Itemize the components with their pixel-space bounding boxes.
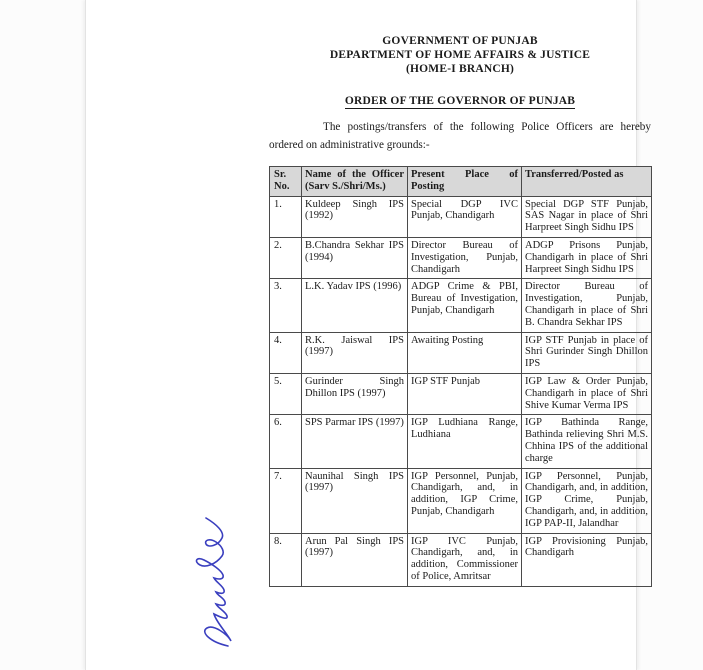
cell-officer-name: R.K. Jaiswal IPS (1997) [302, 332, 408, 373]
cell-transferred: IGP Law & Order Punjab, Chandigarh in place of Shri Shive Kumar Verma IPS [522, 373, 652, 414]
scanned-page [85, 0, 651, 670]
cell-transferred: IGP STF Punjab in place of Shri Gurinder Singh Dhillon IPS [522, 332, 652, 373]
cell-transferred: IGP Provisioning Punjab, Chandigarh [522, 533, 652, 586]
cell-officer-name: Naunihal Singh IPS (1997) [302, 468, 408, 533]
table-row [270, 468, 652, 533]
cell-officer-name: Arun Pal Singh IPS (1997) [302, 533, 408, 586]
letterhead [269, 34, 651, 76]
intro-paragraph: The postings/transfers of the following Police Officers are hereby ordered on administrative grounds:- [269, 121, 651, 151]
cell-transferred: ADGP Prisons Punjab, Chandigarh in place of Shri Harpreet Singh Sidhu IPS [522, 237, 652, 278]
transfer-orders-table [269, 166, 652, 587]
cell-sr-no: 2. [270, 237, 302, 278]
cell-officer-name: Gurinder Singh Dhillon IPS (1997) [302, 373, 408, 414]
table-header-row [270, 167, 652, 197]
cell-present-posting: IGP STF Punjab [408, 373, 522, 414]
cell-transferred: Director Bureau of Investigation, Punjab, Chandigarh in place of Shri B. Chandra Sekhar IPS [522, 279, 652, 332]
cell-sr-no: 7. [270, 468, 302, 533]
cell-sr-no: 5. [270, 373, 302, 414]
header-cell-transferred: Transferred/Posted as [522, 167, 652, 197]
cell-present-posting: ADGP Crime & PBI, Bureau of Investigation, Punjab, Chandigarh [408, 279, 522, 332]
letterhead-line-branch: (HOME-I BRANCH) [405, 63, 515, 75]
header-cell-officer-name: Name of the Officer (Sarv S./Shri/Ms.) [302, 167, 408, 197]
cell-present-posting: IGP Ludhiana Range, Ludhiana [408, 415, 522, 468]
order-title: ORDER OF THE GOVERNOR OF PUNJAB [344, 95, 576, 107]
letterhead-line-government: GOVERNMENT OF PUNJAB [382, 35, 538, 47]
cell-sr-no: 4. [270, 332, 302, 373]
cell-present-posting: Awaiting Posting [408, 332, 522, 373]
table-row [270, 332, 652, 373]
cell-sr-no: 8. [270, 533, 302, 586]
cell-present-posting: IGP Personnel, Punjab, Chandigarh, and, in addition, IGP Crime, Punjab, Chandigarh [408, 468, 522, 533]
cell-transferred: IGP Bathinda Range, Bathinda relieving Shri M.S. Chhina IPS of the additional charge [522, 415, 652, 468]
cell-transferred: IGP Personnel, Punjab, Chandigarh, and, in addition, IGP Crime, Punjab, Chandigarh, and, in addition, IGP PAP-II, Jalandhar [522, 468, 652, 533]
table-row [270, 279, 652, 332]
table-row [270, 533, 652, 586]
cell-present-posting: IGP IVC Punjab, Chandigarh, and, in addition, Commissioner of Police, Amritsar [408, 533, 522, 586]
document-content [269, 0, 651, 587]
table-row [270, 415, 652, 468]
cell-transferred: Special DGP STF Punjab, SAS Nagar in place of Shri Harpreet Singh Sidhu IPS [522, 196, 652, 237]
cell-officer-name: B.Chandra Sekhar IPS (1994) [302, 237, 408, 278]
header-cell-sr-no: Sr. No. [270, 167, 302, 197]
cell-officer-name: L.K. Yadav IPS (1996) [302, 279, 408, 332]
order-title-wrap [269, 91, 651, 109]
cell-present-posting: Special DGP IVC Punjab, Chandigarh [408, 196, 522, 237]
cell-sr-no: 1. [270, 196, 302, 237]
cell-officer-name: Kuldeep Singh IPS (1992) [302, 196, 408, 237]
letterhead-line-department: DEPARTMENT OF HOME AFFAIRS & JUSTICE [329, 49, 591, 61]
table-row [270, 196, 652, 237]
handwritten-signature [194, 512, 245, 652]
table-row [270, 373, 652, 414]
cell-sr-no: 3. [270, 279, 302, 332]
cell-present-posting: Director Bureau of Investigation, Punjab, Chandigarh [408, 237, 522, 278]
header-cell-present-posting: Present Place of Posting [408, 167, 522, 197]
cell-officer-name: SPS Parmar IPS (1997) [302, 415, 408, 468]
signature-scrawl-icon [194, 512, 240, 652]
table-row [270, 237, 652, 278]
cell-sr-no: 6. [270, 415, 302, 468]
